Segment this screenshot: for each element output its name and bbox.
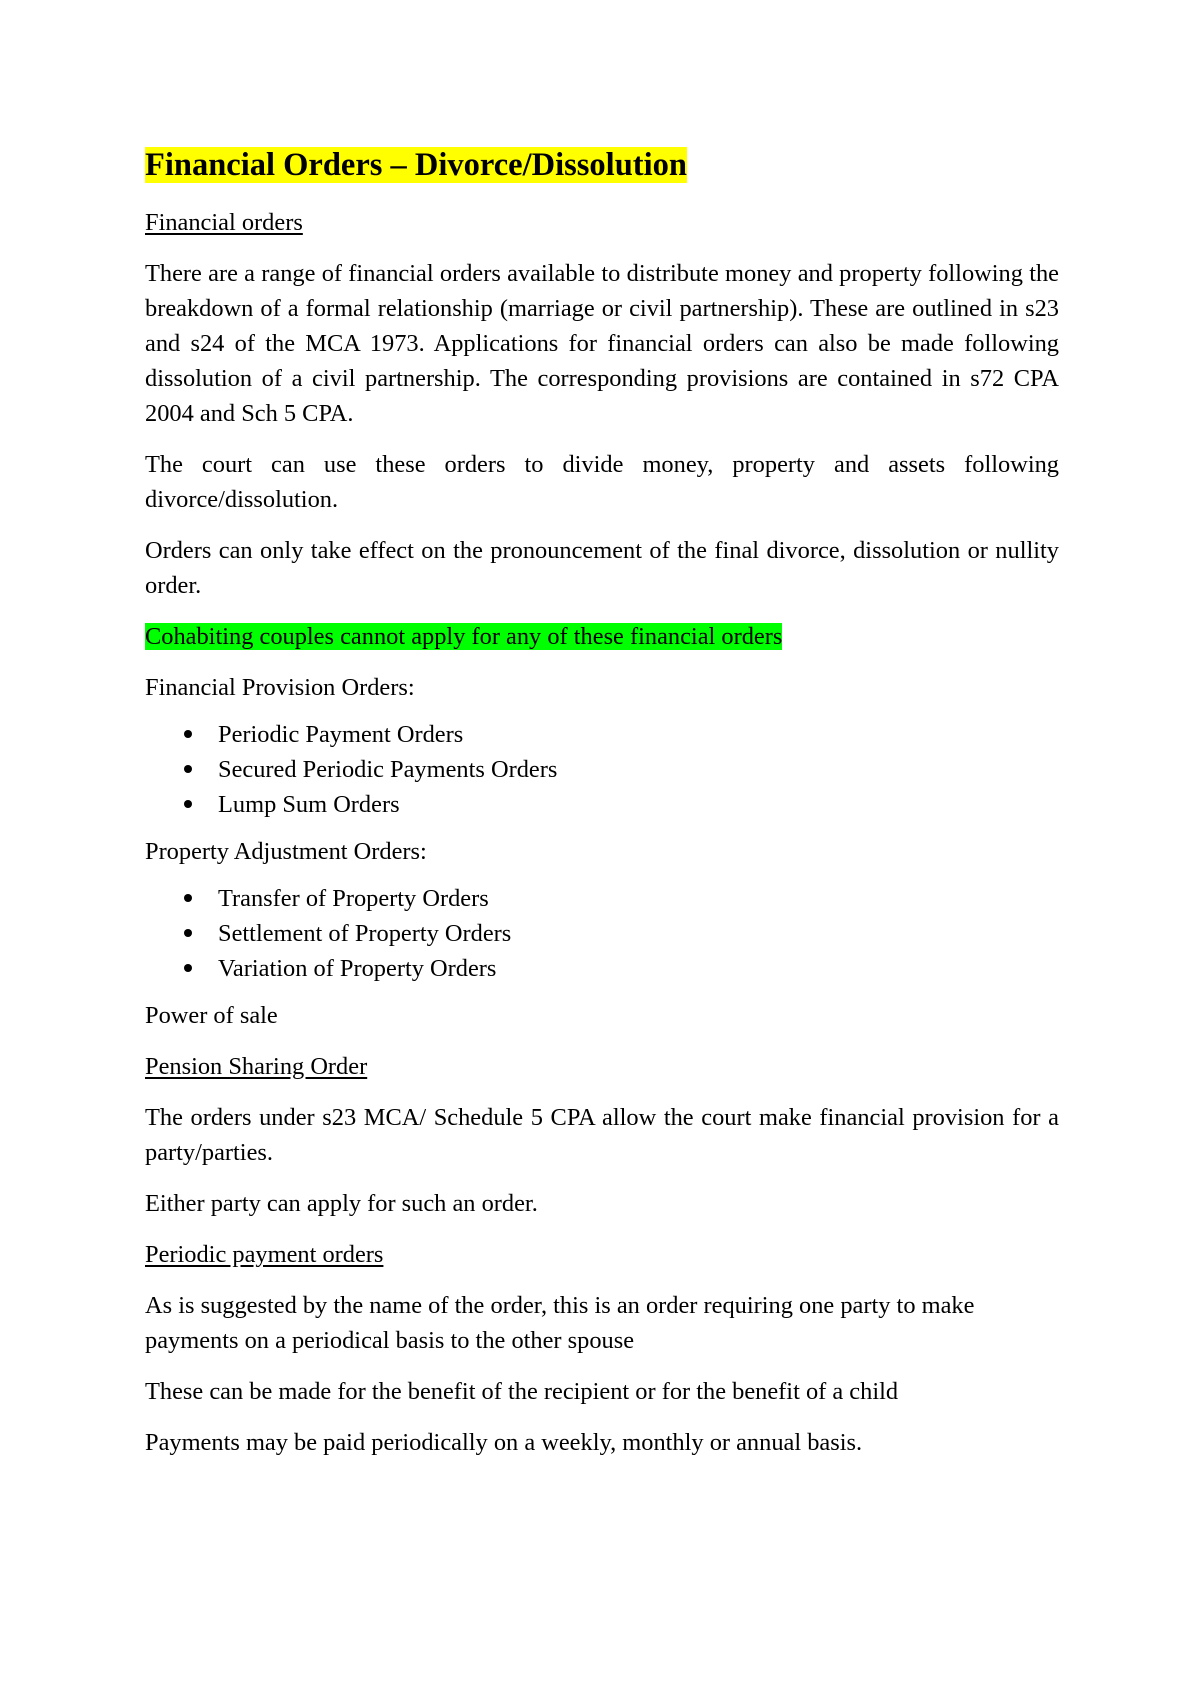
document-title-text: Financial Orders – Divorce/Dissolution <box>145 147 687 183</box>
cohabiting-note-text: Cohabiting couples cannot apply for any of these financial orders <box>145 623 783 650</box>
list-item-label: Lump Sum Orders <box>218 791 400 818</box>
s23-paragraph: The orders under s23 MCA/ Schedule 5 CPA allow the court make financial provision for a party/parties. <box>145 1104 1059 1166</box>
power-of-sale: Power of sale <box>145 1002 278 1029</box>
list-item <box>145 916 1059 951</box>
cohabiting-note <box>145 619 1059 654</box>
list-item-label: Secured Periodic Payments Orders <box>218 756 558 783</box>
bullet-icon <box>184 929 192 937</box>
financial-orders-heading: Financial orders <box>145 209 303 236</box>
list-item <box>145 752 1059 787</box>
intro-paragraph: There are a range of financial orders available to distribute money and property following the breakdown of a formal relationship (marriage or civil partnership). These are outlined in s23 and s24 of the MCA 1973. Applications for financial orders can also be made following dissolution of a civil partnership. The corresponding provisions are contained in s72 CPA 2004 and Sch 5 CPA. <box>145 260 1059 427</box>
periodic-payment-paragraph: As is suggested by the name of the order, this is an order requiring one party to make payments on a periodical basis to the other spouse <box>145 1292 975 1354</box>
list-item <box>145 787 1059 822</box>
effect-paragraph: Orders can only take effect on the pronouncement of the final divorce, dissolution or nullity order. <box>145 537 1059 599</box>
document-title <box>145 142 1059 188</box>
either-party-paragraph: Either party can apply for such an order. <box>145 1190 538 1217</box>
bullet-icon <box>184 730 192 738</box>
list-item <box>145 717 1059 752</box>
pension-sharing-heading: Pension Sharing Order <box>145 1053 368 1080</box>
court-paragraph: The court can use these orders to divide money, property and assets following divorce/dissolution. <box>145 451 1059 513</box>
bullet-icon <box>184 765 192 773</box>
list-item-label: Transfer of Property Orders <box>218 885 489 912</box>
bullet-icon <box>184 800 192 808</box>
list-item-label: Settlement of Property Orders <box>218 920 512 947</box>
list-item <box>145 881 1059 916</box>
list-item <box>145 951 1059 986</box>
financial-provision-list <box>145 717 1059 822</box>
bullet-icon <box>184 964 192 972</box>
list-item-label: Variation of Property Orders <box>218 955 497 982</box>
property-adjustment-list <box>145 881 1059 986</box>
periodic-payment-heading: Periodic payment orders <box>145 1241 384 1268</box>
document-body <box>145 142 1059 1476</box>
benefit-paragraph: These can be made for the benefit of the recipient or for the benefit of a child <box>145 1378 899 1405</box>
bullet-icon <box>184 894 192 902</box>
list-item-label: Periodic Payment Orders <box>218 721 464 748</box>
payments-paragraph: Payments may be paid periodically on a weekly, monthly or annual basis. <box>145 1429 863 1456</box>
property-adjustment-heading: Property Adjustment Orders: <box>145 838 427 865</box>
financial-provision-heading: Financial Provision Orders: <box>145 674 415 701</box>
